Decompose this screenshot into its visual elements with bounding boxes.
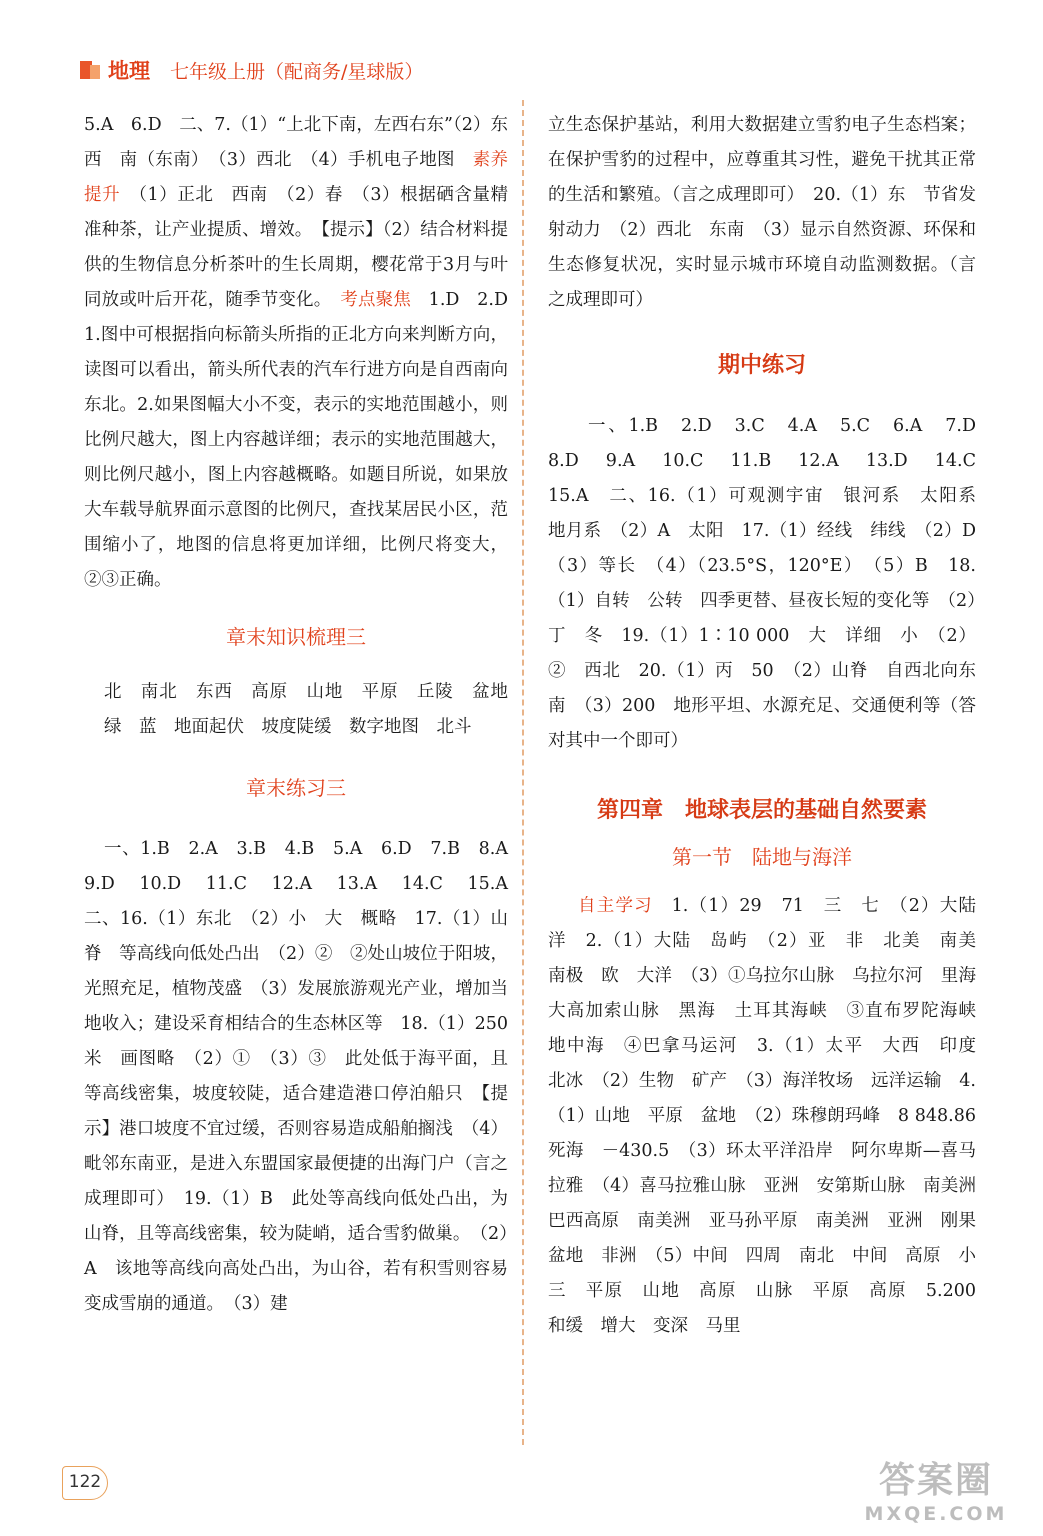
grade-label: 七年级上册（配商务/星球版） xyxy=(170,60,424,83)
section-title-exercise: 章末练习三 xyxy=(246,776,346,800)
watermark-line1: 答案圈 xyxy=(878,1460,993,1501)
self-study-tag: 自主学习 xyxy=(578,896,653,916)
midterm-title: 期中练习 xyxy=(717,353,806,378)
page-number: 122 xyxy=(62,1466,108,1500)
midterm-answers: 一、1.B 2.D 3.C 4.A 5.C 6.A 7.D 8.D 9.A 10.C 11.B 12.A 13.D 14.C 15.A 二、16.（1）可观测宇宙 银河系 太阳系 地月系 （2）A 太阳 17.（1）经线 纬线 （2）D （3）等长 （4）（23.5°S，120°E） （5）B 18.（1）自转 公转 四季更替、昼夜长短的变化等 （2）丁 冬 19.（1）1∶10 000 大 详细 小 （2）② 西北 20.（1）丙 50 （2）山脊 自西北向东南 （3）200 地形平坦、水源充足、交通便利等（答对其中一个即可） xyxy=(548,416,994,751)
book-logo-icon xyxy=(80,59,102,81)
exercise-answers-continued: 立生态保护基站，利用大数据建立雪豹电子生态档案；在保护雪豹的过程中，应尊重其习性，避免干扰其正常的生活和繁殖。（言之成理即可） 20.（1）东 节省发射动力 （2）西北 东南 （3）显示自然资源、环保和生态修复状况，实时显示城市环境自动监测数据。（言之成理即可） xyxy=(548,115,976,310)
subject-label: 地理 xyxy=(108,59,150,83)
answer-text: 5.A 6.D 二、7.（1）“上北下南，左西右东”（2）东西 南（东南） （3）西北 （4）手机电子地图 xyxy=(84,115,508,170)
self-study-answers xyxy=(548,889,994,1344)
left-column xyxy=(84,108,526,1322)
exercise-answers: 一、1.B 2.A 3.B 4.B 5.A 6.D 7.B 8.A 9.D 10.D 11.C 12.A 13.A 14.C 15.A 二、16.（1）东北 （2）小 大 概略 17.（1）山脊 等高线向低处凸出 （2）② ②处山坡位于阳坡，光照充足，植物茂盛 （3）发展旅游观光产业，增加当地收入；建设采育相结合的生态林区等 18.（1）250米 画图略 （2）① （3）③ 此处低于海平面，且等高线密集，坡度较陡，适合建造港口停泊船只 【提示】港口坡度不宜过缓，否则容易造成船舶搁浅 （4）毗邻东南亚，是进入东盟国家最便捷的出海门户（言之成理即可） 19.（1）B 此处等高线向低处凸出，为山脊，且等高线密集，较为陡峭，适合雪豹做巢。 （2）A 该地等高线向高处凸出，为山谷，若有积雪则容易变成雪崩的通道。 （3）建 xyxy=(84,839,526,1314)
inline-tag: 素养提升 xyxy=(84,150,508,205)
answer-text: （1）正北 西南 （2）春 （3）根据硒含量精准种茶，让产业提质、增效。 【提示】（2）结合材料提供的生物信息分析茶叶的生长周期，樱花常于3月与叶同放或叶后开花，随季节变化。 xyxy=(84,185,509,310)
summary-answers: 北 南北 东西 高原 山地 平原 丘陵 盆地 绿 蓝 地面起伏 坡度陡缓 数字地图 北斗 xyxy=(104,682,526,737)
chapter-title: 第四章 地球表层的基础自然要素 xyxy=(596,798,927,823)
section-title: 第一节 陆地与海洋 xyxy=(672,845,852,869)
inline-tag: 考点聚焦 xyxy=(340,290,412,310)
page-header xyxy=(80,56,423,84)
answers-paragraph-chapter3 xyxy=(84,108,526,598)
section-title-summary: 章末知识梳理三 xyxy=(226,625,366,649)
answer-text: 1.D 2.D 1.图中可根据指向标箭头所指的正北方向来判断方向，读图可以看出，箭头所代表的汽车行进方向是自西南向东北。2.如果图幅大小不变，表示的实地范围越小，则比例尺越大，图上内容越详细；表示的实地范围越大，则比例尺越小，图上内容越概略。如题目所说，如果放大车载导航界面示意图的比例尺，查找某居民小区，范围缩小了，地图的信息将更加详细，比例尺将变大，②③正确。 xyxy=(84,290,526,590)
self-study-text: 1.（1）29 71 三 七 （2）大陆 洋 2.（1）大陆 岛屿 （2）亚 非 北美 南美 南极 欧 大洋 （3）①乌拉尔山脉 乌拉尔河 里海 大高加索山脉 黑海 土耳其海峡 ③直布罗陀海峡 地中海 ④巴拿马运河 3.（1）太平 大西 印度 北冰 （2）生物 矿产 （3）海洋牧场 远洋运输 4.（1）山地 平原 盆地 （2）珠穆朗玛峰 8 848.86 死海 －430.5 （3）环太平洋沿岸 阿尔卑斯—喜马拉雅 （4）喜马拉雅山脉 亚洲 安第斯山脉 南美洲 巴西高原 南美洲 亚马孙平原 南美洲 亚洲 刚果盆地 非洲 （5）中间 四周 南北 中间 高原 小 三 平原 山地 高原 山脉 平原 高原 5.200 和缓 增大 变深 马里 xyxy=(548,896,994,1336)
watermark-logo xyxy=(843,1460,1029,1530)
right-column xyxy=(548,108,994,1344)
watermark-line2: MXQE.COM xyxy=(864,1503,1008,1525)
